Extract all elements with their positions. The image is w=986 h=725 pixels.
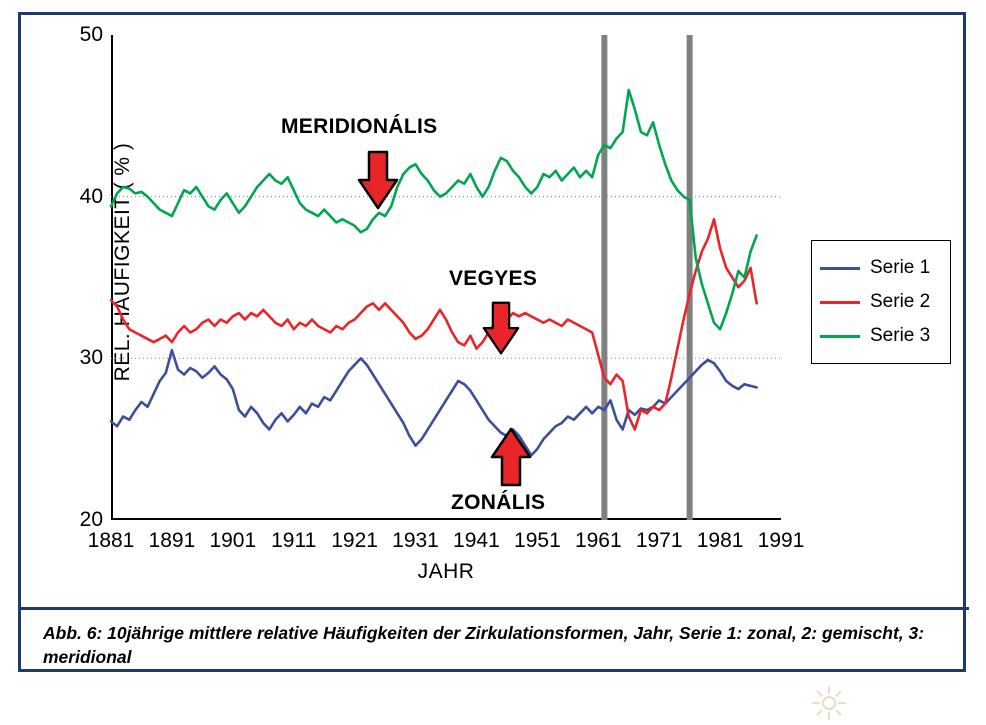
annotation-label-vegyes: VEGYES [449,267,538,290]
legend-swatch-serie-2 [820,301,860,304]
legend-item-serie-1 [820,251,942,285]
x-tick-1981: 1981 [696,529,744,552]
x-tick-1931: 1931 [392,529,439,552]
series-plot [111,35,781,520]
plot-area [21,15,969,605]
x-tick-1991: 1991 [757,529,805,552]
x-tick-1881: 1881 [87,529,135,552]
x-tick-1901: 1901 [209,529,257,552]
y-tick-40: 40 [79,185,103,208]
plot-canvas [79,23,805,552]
x-axis-label: JAHR [417,560,475,583]
legend-label-serie-1: Serie 1 [870,257,931,278]
series-line-1 [111,350,757,455]
x-tick-1971: 1971 [635,529,683,552]
legend-swatch-serie-1 [820,267,860,270]
y-axis-label: REL. HÄUFIGKEIT ( % ) [111,142,134,382]
annotation-label-meridionalis: MERIDIONÁLIS [281,115,438,138]
x-tick-1961: 1961 [574,529,622,552]
legend-swatch-serie-3 [820,335,860,338]
x-tick-1951: 1951 [514,529,561,552]
series-paths [111,90,757,455]
sun-icon [812,686,846,720]
vertical-marker-lines [604,35,689,520]
y-tick-50: 50 [79,23,103,46]
y-tick-30: 30 [79,346,103,369]
legend-label-serie-3: Serie 3 [870,325,931,346]
series-line-2 [111,219,757,429]
y-tick-20: 20 [79,508,103,531]
legend-item-serie-2 [820,285,942,319]
x-tick-1921: 1921 [331,529,378,552]
legend [811,240,951,364]
legend-label-serie-2: Serie 2 [870,291,931,312]
annotation-label-zonalis: ZONÁLIS [451,491,546,514]
x-tick-1911: 1911 [271,529,317,552]
annotation-arrow-down-meridionalis [356,150,400,212]
figure-frame [18,12,966,672]
x-tick-1891: 1891 [148,529,196,552]
x-tick-1941: 1941 [453,529,500,552]
annotation-arrow-up-zonalis [489,427,533,489]
annotation-arrow-down-vegyes [481,301,521,357]
legend-item-serie-3 [820,319,942,353]
figure-caption: Abb. 6: 10jährige mittlere relative Häufigkeiten der Zirkulationsformen, Jahr, Serie 1: zonal, 2: gemischt, 3: meridional [21,607,969,673]
